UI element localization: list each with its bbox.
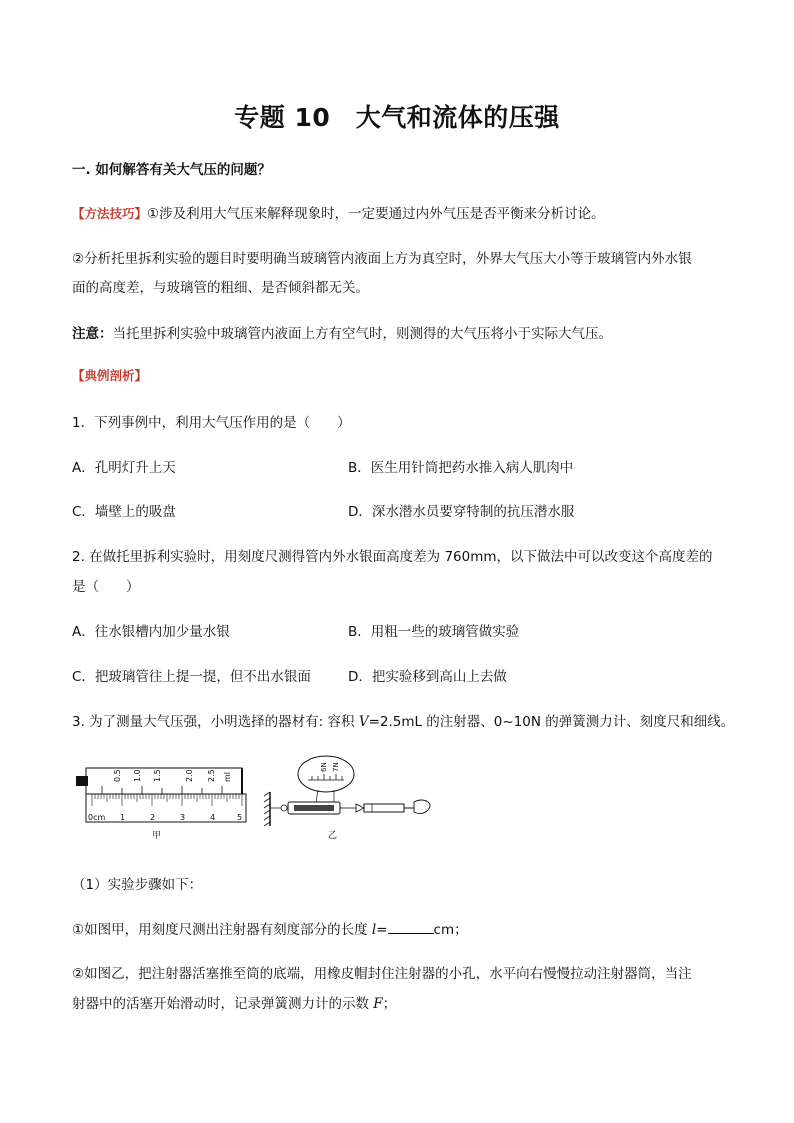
note-label: 注意： (72, 326, 113, 342)
q3-stem (72, 710, 734, 730)
syringe-plunger-end (76, 776, 88, 786)
figure-jia-syringe-ruler (76, 768, 246, 841)
syringe-tick-label: 1.0 (133, 769, 142, 782)
page-title: 专题 10 大气和流体的压强 (234, 103, 560, 132)
figure-jia-label: 甲 (152, 831, 162, 841)
hand-icon (414, 800, 430, 814)
section-heading: 一. 如何解答有关大气压的问题？ (72, 162, 271, 178)
q3-figure (72, 752, 432, 842)
method-paragraph-2a: ②分析托里拆利实验的题目时要明确当玻璃管内液面上方为真空时，外界大气压大小等于玻璃管内外水银 (72, 251, 692, 267)
note-text: 当托里拆利实验中玻璃管内液面上方有空气时，则测得的大气压将小于实际大气压。 (112, 326, 612, 342)
step2-end: ； (382, 996, 397, 1012)
figure-yi-apparatus (264, 756, 430, 841)
ruler-label: 5 (237, 813, 243, 822)
ruler-label: 3 (180, 813, 186, 822)
step1-answer-blank[interactable] (388, 921, 434, 934)
method-text-1: ①涉及利用大气压来解释现象时，一定要通过内外气压是否平衡来分析讨论。 (147, 206, 605, 222)
q3-step-2b (72, 992, 396, 1012)
gauge-label: 6N (320, 762, 328, 772)
ruler-label: 1 (120, 813, 126, 822)
q3-stem-post: =2.5mL 的注射器、0~10N 的弹簧测力计、刻度尺和细线。 (368, 714, 735, 730)
q3-var-v: V (358, 714, 369, 730)
step1-unit: cm； (433, 922, 468, 938)
q1-stem: 1．下列事例中，利用大气压作用的是（ ） (72, 415, 351, 431)
step1-var-l: l (371, 922, 377, 938)
step1-text: ①如图甲，用刻度尺测出注射器有刻度部分的长度 (72, 922, 372, 938)
ruler-label: 4 (210, 813, 216, 822)
figure-yi-label: 乙 (328, 831, 338, 841)
method-tag: 【方法技巧】 (72, 206, 148, 221)
method-paragraph-2b: 面的高度差，与玻璃管的粗细、是否倾斜都无关。 (72, 280, 369, 296)
syringe-tick-label: 2.0 (185, 769, 194, 782)
step2-text: 射器中的活塞开始滑动时，记录弹簧测力计的示数 (72, 996, 374, 1012)
gauge-label: 7N (332, 762, 340, 772)
syringe-tick-label: 2.5 (207, 769, 216, 782)
q1-option-c: C．墙壁上的吸盘 (72, 504, 176, 520)
q1-option-a: A．孔明灯升上天 (72, 460, 176, 476)
q2-option-c: C．把玻璃管往上提一提，但不出水银面 (72, 669, 311, 685)
q2-option-a: A．往水银槽内加少量水银 (72, 624, 230, 640)
spring-scale-body (294, 805, 334, 811)
example-tag: 【典例剖析】 (72, 368, 148, 383)
syringe-barrel (86, 768, 242, 794)
ruler-label: 2 (150, 813, 156, 822)
q2-option-d: D．把实验移到高山上去做 (348, 669, 507, 685)
q3-step-title: （1）实验步骤如下： (72, 877, 203, 893)
step2-var-f: F (373, 996, 383, 1012)
ruler-label: 0cm (88, 813, 106, 822)
note-paragraph (72, 322, 612, 342)
q2-stem-b: 是（ ） (72, 579, 140, 595)
method-paragraph-1 (72, 202, 605, 222)
syringe-tick-label: 1.5 (153, 769, 162, 782)
q1-option-b: B．医生用针筒把药水推入病人肌肉中 (348, 460, 574, 476)
step1-equals: = (376, 922, 388, 938)
syringe-yi (364, 804, 404, 812)
q1-option-d: D．深水潜水员要穿特制的抗压潜水服 (348, 504, 575, 520)
q2-option-b: B．用粗一些的玻璃管做实验 (348, 624, 520, 640)
gauge-magnifier (298, 756, 354, 792)
q3-stem-pre: 3. 为了测量大气压强，小明选择的器材有: 容积 (72, 714, 359, 730)
syringe-tick-label: 0.5 (113, 769, 122, 782)
syringe-unit: ml (223, 771, 232, 782)
q2-stem-a: 2. 在做托里拆利实验时，用刻度尺测得管内外水银面高度差为 760mm，以下做法中可以改变这个高度差的 (72, 549, 713, 565)
q3-step-2a: ②如图乙，把注射器活塞推至筒的底端，用橡皮帽封住注射器的小孔，水平向右慢慢拉动注射器筒，当注 (72, 966, 692, 982)
q3-step-1 (72, 918, 468, 938)
